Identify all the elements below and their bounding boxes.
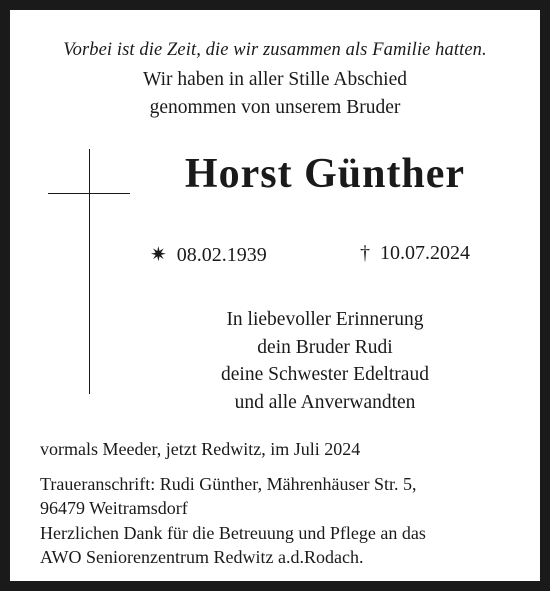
star-icon: ✷ — [150, 244, 167, 266]
memory-line-3: deine Schwester Edeltraud — [221, 364, 429, 385]
birth-date: 08.02.1939 — [176, 244, 267, 266]
dagger-icon: † — [360, 242, 370, 264]
death-date: 10.07.2024 — [380, 242, 470, 264]
life-dates — [150, 242, 470, 267]
intro-line-2: genommen von unserem Bruder — [149, 97, 401, 118]
footer-info — [40, 437, 530, 570]
intro-line-1: Wir haben in aller Stille Abschied — [142, 69, 408, 90]
memory-line-4: und alle Anverwandten — [234, 391, 416, 413]
thanks-line-1: Herzlichen Dank für die Betreuung und Pflege an das — [40, 522, 426, 543]
place-date: vormals Meeder, jetzt Redwitz, im Juli 2024 — [40, 439, 361, 459]
death-date-group — [360, 242, 470, 267]
quote-line: Vorbei ist die Zeit, die wir zusammen als Familie hatten. — [63, 40, 487, 60]
cross-icon-vertical — [89, 149, 90, 394]
address-line-2: 96479 Weitramsdorf — [40, 498, 188, 518]
mourners-block — [100, 306, 550, 416]
memory-line-1: In liebevoller Erinnerung — [226, 309, 424, 330]
memory-line-2: dein Bruder Rudi — [257, 336, 393, 358]
deceased-name: Horst Günther — [184, 151, 466, 197]
intro-text — [20, 66, 530, 122]
thanks-line-2: AWO Seniorenzentrum Redwitz a.d.Rodach. — [40, 547, 364, 567]
birth-date-group — [150, 242, 267, 267]
address-line-1: Traueranschrift: Rudi Günther, Mährenhäuser Str. 5, — [40, 473, 417, 494]
